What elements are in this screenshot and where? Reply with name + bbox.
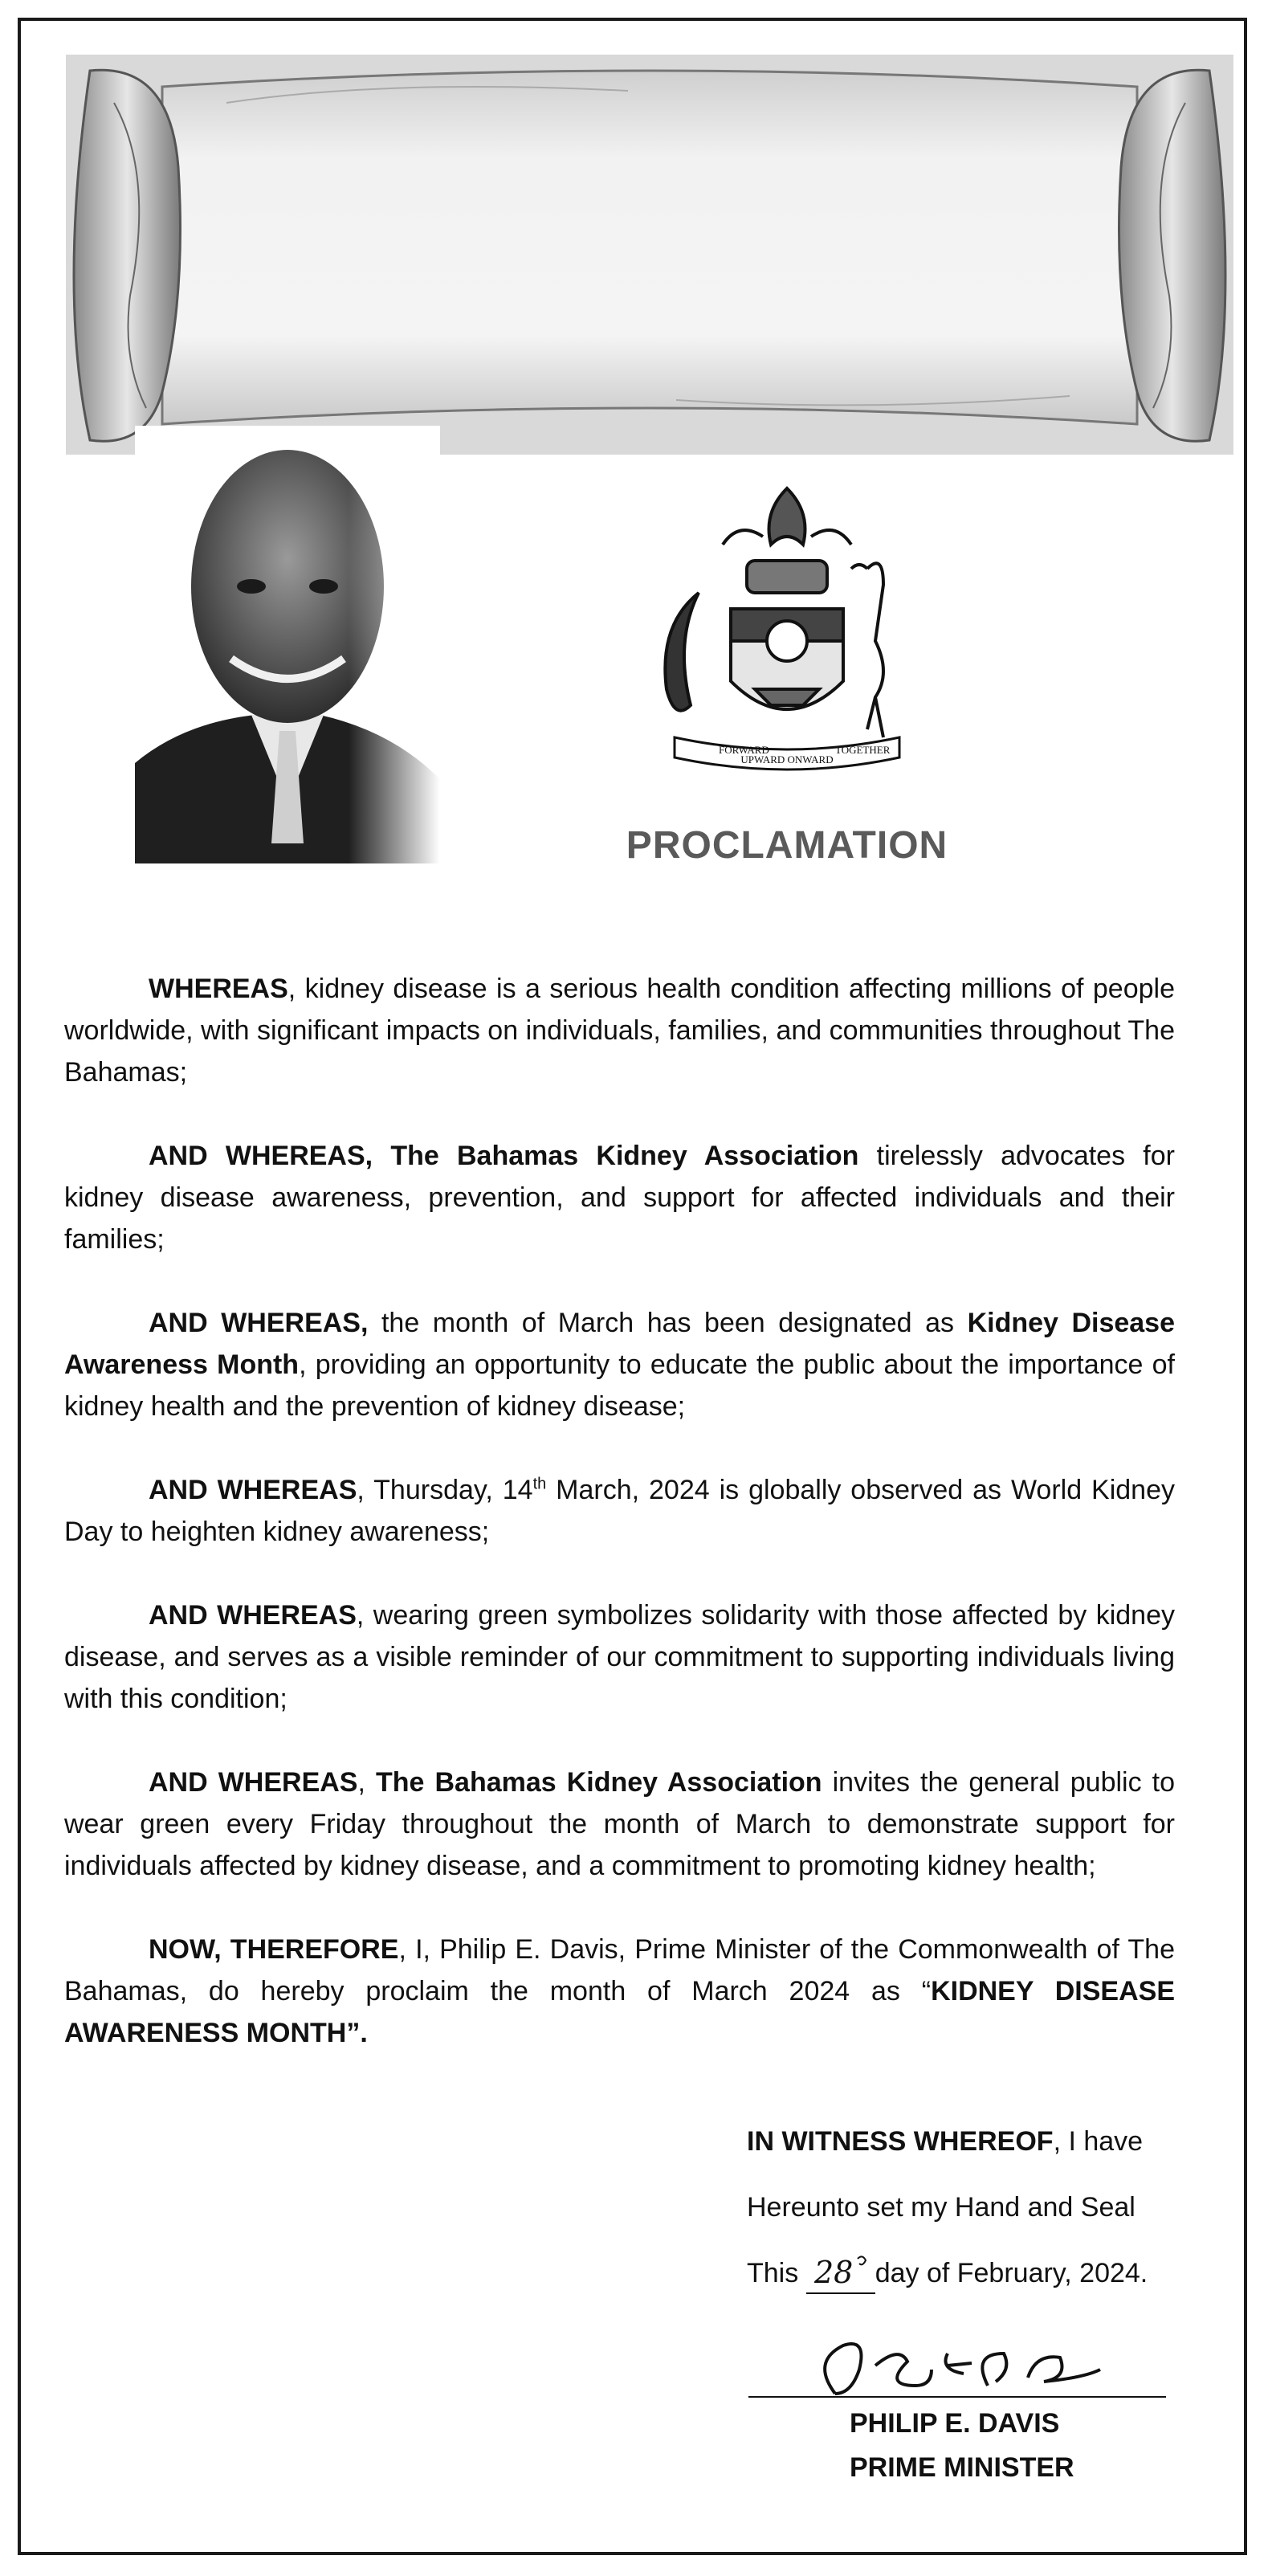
signer-title: PRIME MINISTER xyxy=(850,2452,1074,2483)
whereas-paragraph-4: AND WHEREAS, Thursday, 14th March, 2024 is globally observed as World Kidney Day to heighten kidney awareness; xyxy=(64,1475,1175,1547)
whereas-paragraph-3: AND WHEREAS, the month of March has been designated as Kidney Disease Awareness Month, providing an opportunity to educate the public about the importance of kidney health and the prevention of kidney disease; xyxy=(64,1308,1175,1422)
signer-block xyxy=(850,2402,1074,2490)
scroll-banner-illustration xyxy=(66,55,1233,455)
svg-text:28: 28 xyxy=(813,2255,854,2290)
handwritten-day xyxy=(806,2256,875,2294)
whereas-paragraph-5: AND WHEREAS, wearing green symbolizes solidarity with those affected by kidney disease, and serves as a visible reminder of our commitment to supporting individuals living with this condition; xyxy=(64,1600,1175,1714)
crest-motto-center: UPWARD ONWARD xyxy=(740,753,834,765)
coat-of-arms-crest xyxy=(642,480,932,786)
now-therefore-paragraph: NOW, THEREFORE, I, Philip E. Davis, Prime Minister of the Commonwealth of The Bahamas, do hereby proclaim the month of March 2024 as “KIDNEY DISEASE AWARENESS MONTH”. xyxy=(64,1934,1176,2048)
witness-line-3: This 28 day of February, 2024. xyxy=(747,2252,1175,2318)
witness-line-1: IN WITNESS WHEREOF, I have xyxy=(747,2126,1144,2157)
signer-name: PHILIP E. DAVIS xyxy=(850,2408,1060,2439)
handwritten-signature xyxy=(747,2313,1164,2402)
page-title: PROCLAMATION xyxy=(626,824,948,867)
witness-block xyxy=(747,2121,1175,2318)
whereas-paragraph-1: WHEREAS, kidney disease is a serious health condition affecting millions of people worldwide, with significant impacts on individuals, families, and communities throughout The Bahamas; xyxy=(64,974,1175,1088)
signature-line xyxy=(748,2396,1166,2398)
crest-motto-right: TOGETHER xyxy=(835,744,891,756)
proclamation-body xyxy=(64,968,1175,2054)
prime-minister-portrait xyxy=(135,426,440,863)
witness-line-2: Hereunto set my Hand and Seal xyxy=(747,2192,1135,2223)
whereas-paragraph-2: AND WHEREAS, The Bahamas Kidney Association tirelessly advocates for kidney disease awareness, prevention, and support for affected individuals and their families; xyxy=(64,1141,1175,1255)
crest-motto-left: FORWARD xyxy=(719,744,769,756)
whereas-paragraph-6: AND WHEREAS, The Bahamas Kidney Association invites the general public to wear green every Friday throughout the month of March to demonstrate support for individuals affected by kidney disease, and a commitment to promoting kidney health; xyxy=(64,1767,1176,1881)
